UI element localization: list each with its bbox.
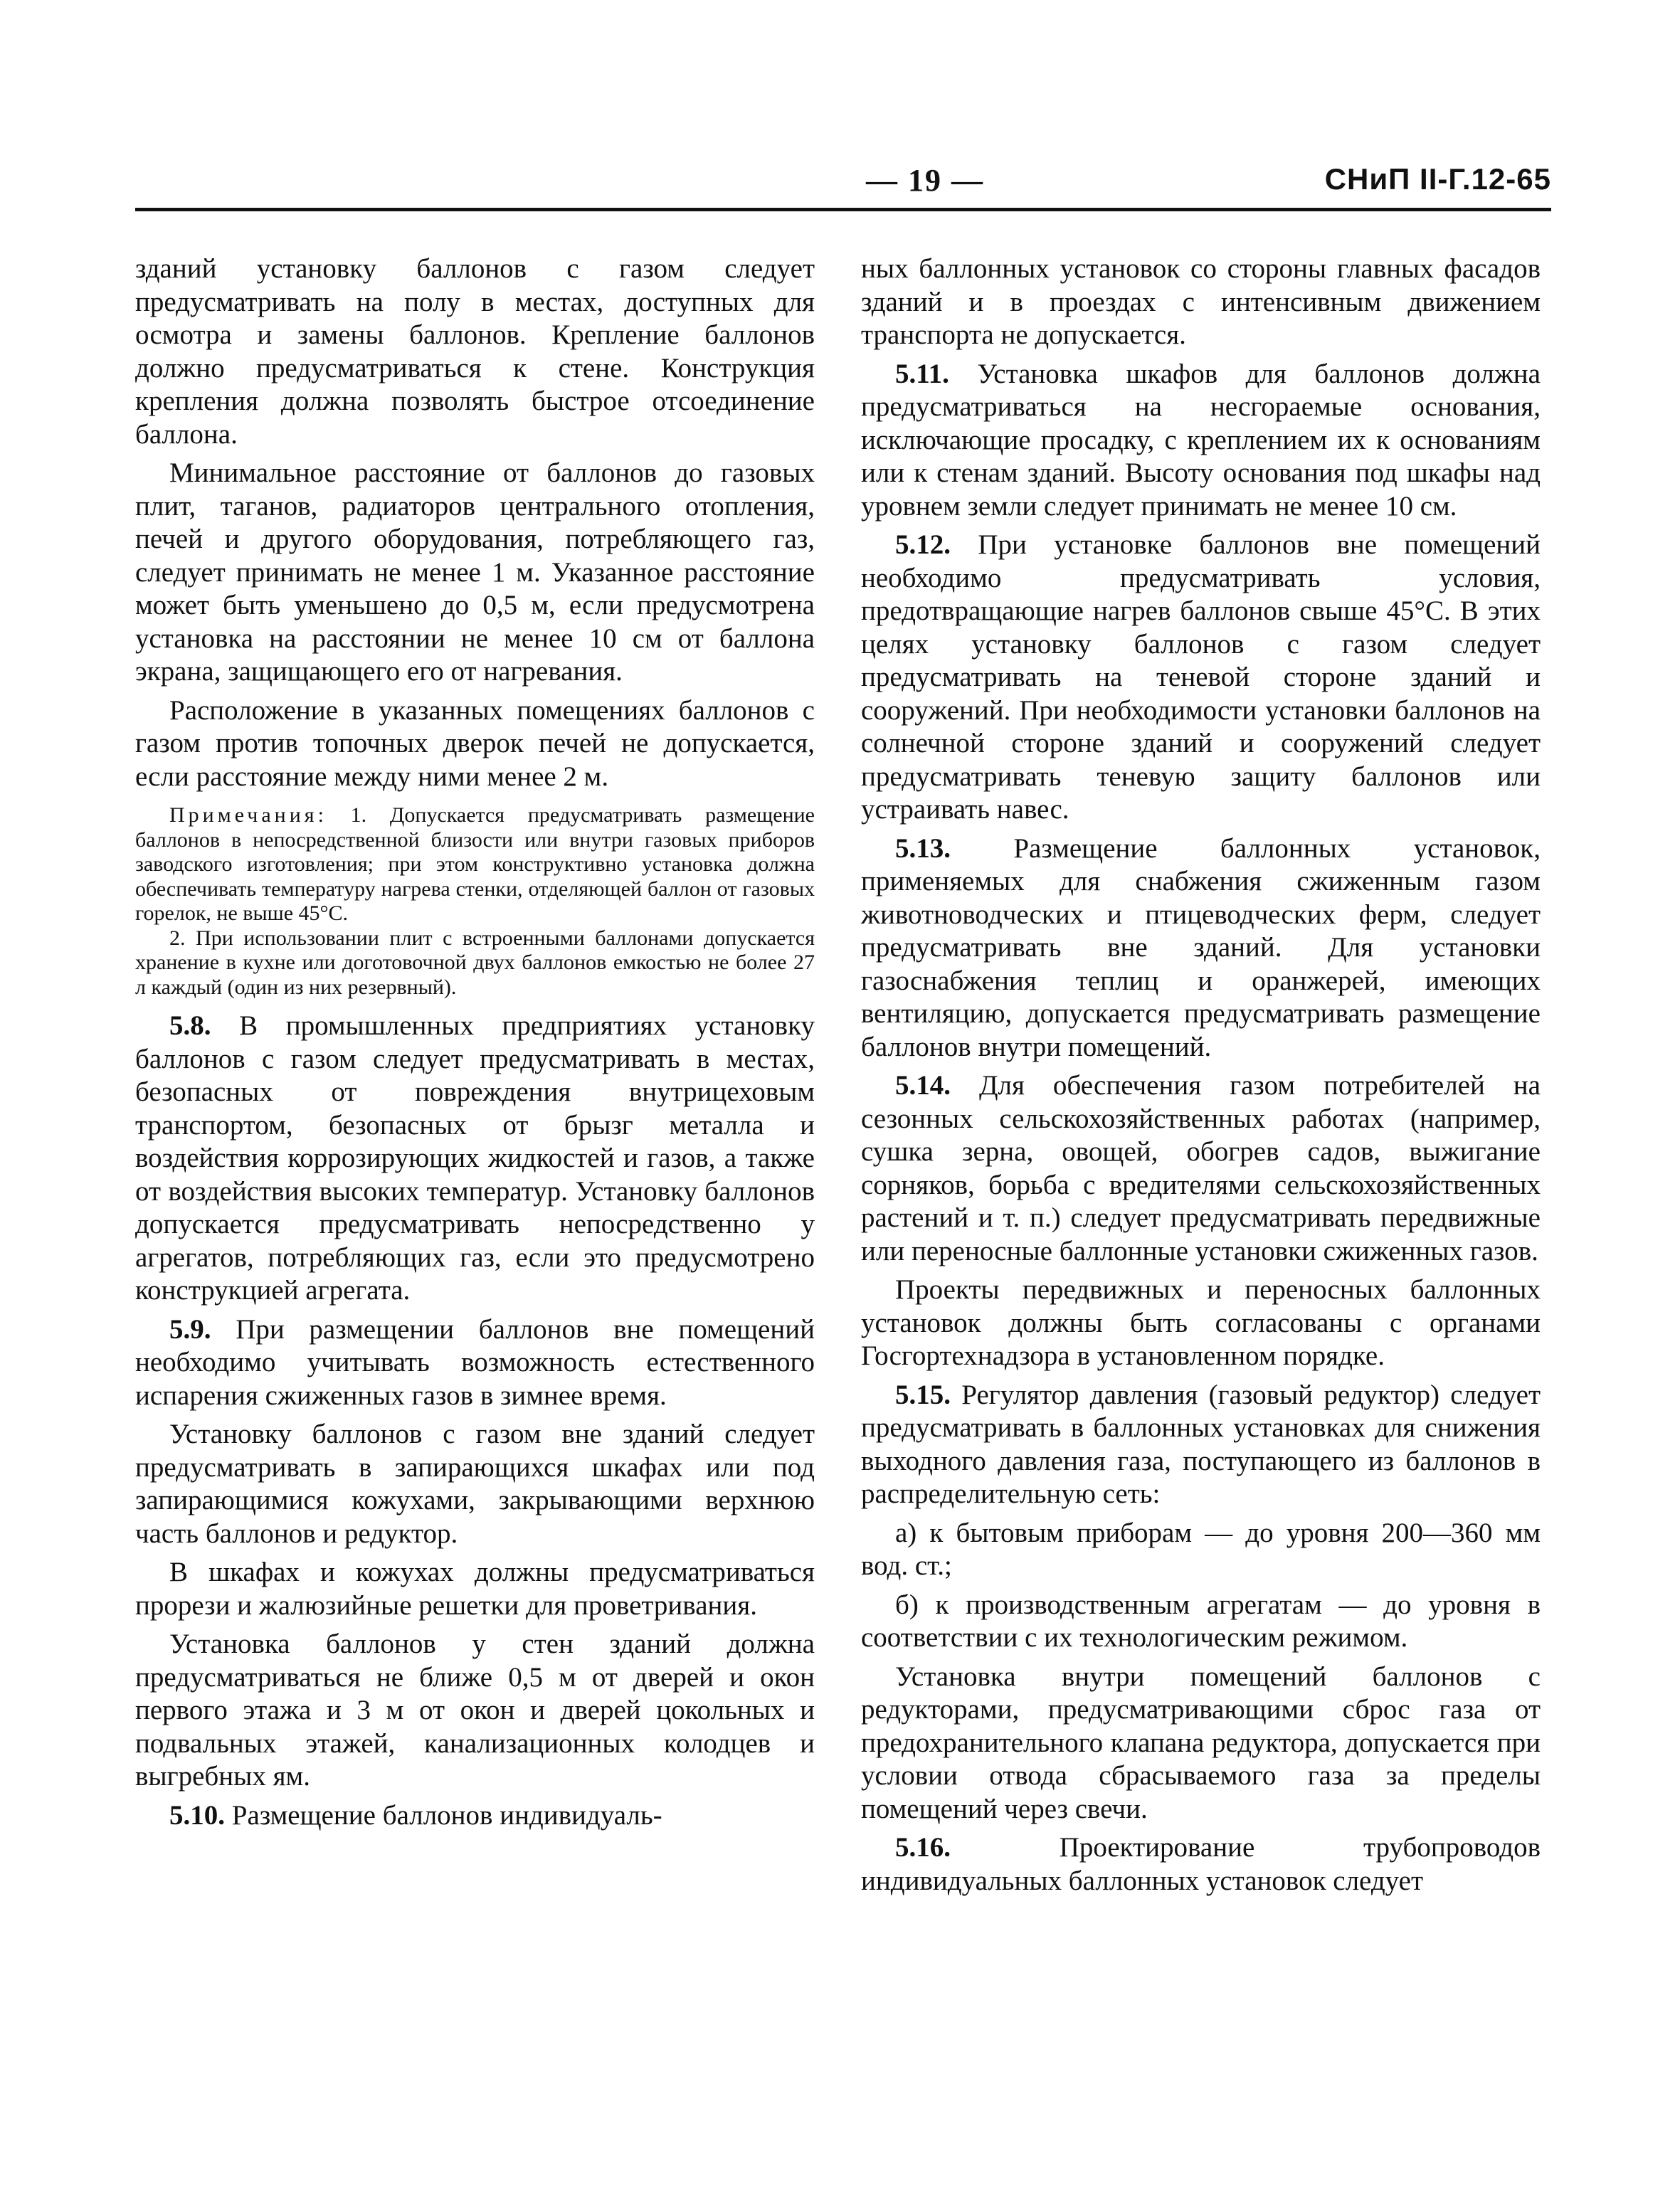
- section-5-13: [861, 832, 1541, 1064]
- section-text: Проектирование трубопроводов индивидуальных баллонных установок следует: [861, 1832, 1541, 1896]
- section-text: Размещение баллонных установок, применяемых для снабжения сжиженным газом животноводческих и птицеводческих ферм, следует предусматривать вне зданий. Для установки газоснабжения теплиц и оранжерей, имеющих вентиляцию, допускается предусматривать размещение баллонов внутри помещений.: [861, 832, 1541, 1062]
- header-rule: [135, 208, 1551, 211]
- paragraph: зданий установку баллонов с газом следует предусматривать на полу в местах, доступных для осмотра и замены баллонов. Крепление баллонов должно предусматриваться к стене. Конструкция крепления должна позволять быстрое отсоединение баллона.: [135, 253, 815, 450]
- paragraph: Установка внутри помещений баллонов с редукторами, предусматривающими сброс газа от предохранительного клапана редуктора, допускается при условии отвода сбрасываемого газа за пределы помещений через свечи.: [861, 1661, 1541, 1824]
- paragraph: Проекты передвижных и переносных баллонных установок должны быть согласованы с органами Госгортехнадзора в установленном порядке.: [861, 1274, 1541, 1371]
- section-number: 5.11.: [895, 358, 949, 389]
- note-1-text: 1. Допускается предусматривать размещение баллонов в непосредственной близости или внутри газовых приборов заводского изготовления; при этом конструктивно установка должна обеспечивать температуру нагрева стенки, отделяющей баллон от газовых горелок, не выше 45°С.: [135, 803, 815, 925]
- section-number: 5.12.: [895, 529, 951, 560]
- section-number: 5.13.: [895, 832, 951, 864]
- notes-label: Примечания:: [169, 803, 327, 827]
- section-5-15: [861, 1379, 1541, 1511]
- paragraph: Минимальное расстояние от баллонов до газовых плит, таганов, радиаторов центрального отопления, печей и другого оборудования, потребляющего газ, следует принимать не менее 1 м. Указанное расстояние может быть уменьшено до 0,5 м, если предусмотрена установка на расстоянии не менее 10 см от баллона экрана, защищающего его от нагревания.: [135, 457, 815, 687]
- section-number: 5.9.: [169, 1313, 211, 1345]
- section-5-14: [861, 1069, 1541, 1268]
- document-code: СНиП II-Г.12-65: [1324, 162, 1551, 196]
- section-number: 5.8.: [169, 1010, 211, 1041]
- section-text: При размещении баллонов вне помещений необходимо учитывать возможность естественного испарения сжиженных газов в зимнее время.: [135, 1313, 815, 1411]
- section-text: Размещение баллонов индивидуаль-: [225, 1799, 662, 1831]
- paragraph: Установка баллонов у стен зданий должна предусматриваться не ближе 0,5 м от дверей и окон первого этажа и 3 м от окон и дверей цокольных и подвальных этажей, канализационных колодцев и выгребных ям.: [135, 1629, 815, 1792]
- section-5-9: [135, 1313, 815, 1413]
- section-text: Для обеспечения газом потребителей на сезонных сельскохозяйственных работах (например, сушка зерна, овощей, обогрев садов, выжигание сорняков, борьба с вредителями сельскохозяйственных растений и т. п.) следует предусматривать передвижные или переносные баллонные установки сжиженных газов.: [861, 1070, 1541, 1266]
- right-column: [861, 253, 1541, 1903]
- paragraph: Установку баллонов с газом вне зданий следует предусматривать в запирающихся шкафах или под запирающимися кожухами, закрывающими верхнюю часть баллонов и редуктор.: [135, 1419, 815, 1549]
- list-item: а) к бытовым приборам — до уровня 200—360 мм вод. ст.;: [861, 1517, 1541, 1581]
- section-text: Установка шкафов для баллонов должна предусматриваться на несгораемые основания, исключающие просадку, с креплением их к основаниям или к стенам зданий. Высоту основания под шкафы над уровнем земли следует принимать не менее 10 см.: [861, 358, 1541, 522]
- section-5-12: [861, 529, 1541, 827]
- section-text: В промышленных предприятиях установку баллонов с газом следует предусматривать в местах, безопасных от повреждения внутрицеховым транспортом, безопасных от брызг металла и воздействия коррозирующих жидкостей и газов, а также от воздействия высоких температур. Установку баллонов допускается предусматривать непосредственно у агрегатов, потребляющих газ, если это предусмотрено конструкцией агрегата.: [135, 1010, 815, 1306]
- section-number: 5.15.: [895, 1379, 951, 1410]
- section-text: Регулятор давления (газовый редуктор) следует предусматривать в баллонных установках для снижения выходного давления газа, поступающего из баллонов в распределительную сеть:: [861, 1379, 1541, 1509]
- notes-block: [135, 803, 815, 1000]
- paragraph: ных баллонных установок со стороны главных фасадов зданий и в проездах с интенсивным движением транспорта не допускается.: [861, 253, 1541, 350]
- section-5-16: [861, 1831, 1541, 1898]
- left-column: [135, 253, 815, 1838]
- note-1: [135, 803, 815, 926]
- section-5-11: [861, 358, 1541, 524]
- section-number: 5.16.: [895, 1832, 951, 1863]
- note-2: 2. При использовании плит с встроенными баллонами допускается хранение в кухне или доготовочной двух баллонов емкостью не более 27 л каждый (один из них резервный).: [135, 926, 815, 999]
- section-number: 5.10.: [169, 1799, 225, 1831]
- list-item: б) к производственным агрегатам — до уровня в соответствии с их технологическим режимом.: [861, 1589, 1541, 1653]
- paragraph: В шкафах и кожухах должны предусматриваться прорези и жалюзийные решетки для проветривания.: [135, 1557, 815, 1621]
- paragraph: Расположение в указанных помещениях баллонов с газом против топочных дверок печей не допускается, если расстояние между ними менее 2 м.: [135, 694, 815, 792]
- page-number: — 19 —: [866, 163, 984, 198]
- section-text: При установке баллонов вне помещений необходимо предусматривать условия, предотвращающие нагрев баллонов свыше 45°С. В этих целях установку баллонов с газом следует предусматривать на теневой стороне зданий и сооружений. При необходимости установки баллонов на солнечной стороне зданий и сооружений следует предусматривать теневую защиту баллонов или устраивать навес.: [861, 529, 1541, 825]
- section-number: 5.14.: [895, 1070, 951, 1101]
- section-5-10: [135, 1799, 815, 1833]
- section-5-8: [135, 1010, 815, 1308]
- page-header: [135, 162, 1551, 212]
